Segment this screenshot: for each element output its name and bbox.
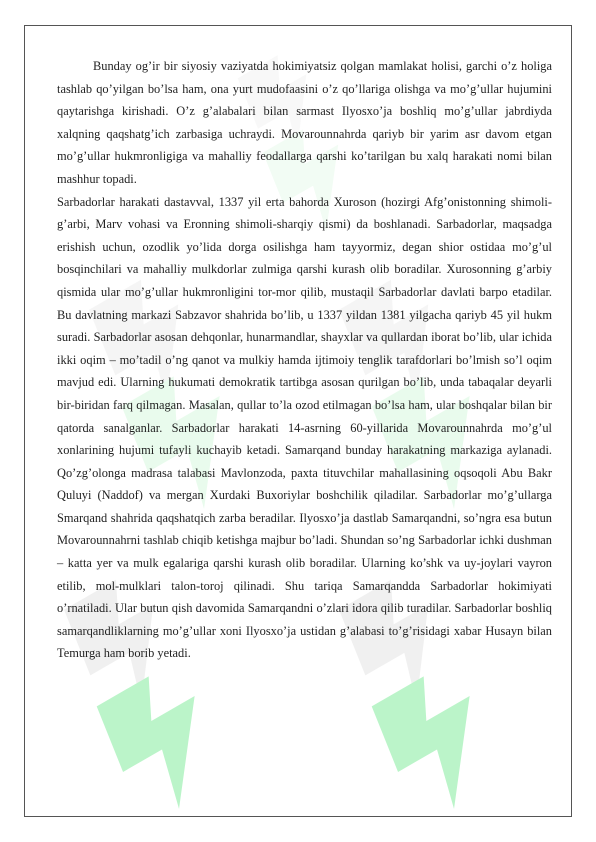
document-body	[57, 55, 552, 665]
paragraph: Sarbadorlar harakati dastavval, 1337 yil erta bahorda Xuroson (hozirgi Afg’onistonning shimoli-g’arbi, Marv vohasi va Eronning shimoli-sharqiy qismi) da boshlanadi. Sarbadorlar, maqsadga erishish uchun, ozodlik yo’lida dorga osilishga ham tayyormiz, degan shior ostidaa mo’g’ul bosqinchilari va mahalliy mulkdorlar zulmiga qarshi kurash olib boradilar. Xurosonning g’arbiy qismida ular mo’g’ullar hukmronligini tor-mor qilib, mustaqil Sarbadorlar davlati barpo etadilar. Bu davlatning markazi Sabzavor shahrida bo’lib, u 1337 yildan 1381 yilgacha qariyb 45 yil hukm suradi. Sarbadorlar asosan dehqonlar, hunarmandlar, shayxlar va qullardan iborat bo’lib, ular ichida ikki oqim – mo’tadil o’ng qanot va mulkiy hamda ijtimoiy tenglik tarafdorlari bo’lmish so’l oqim mavjud edi. Ularning hukumati demokratik tartibga asosan qurilgan bo’lib, unda tabaqalar deyarli bir-biridan farq qilmagan. Masalan, qullar to’la ozod etilmagan bo’lsa ham, ular boshqalar bilan bir qatorda sanalganlar. Sarbadorlar harakati 14-asrning 60-yillarida Movarounnahrda mo’g’ul xonlarining hujumi tufayli kuchayib ketadi. Samarqand bunday harakatning markaziga aylanadi. Qo’zg’olonga madrasa talabasi Mavlonzoda, paxta tituvchilar mahallasining oqsoqoli Abu Bakr Quluyi (Naddof) va mergan Xurdaki Buxoriylar boshchilik qiladilar. Sarbadorlar mo’g’ullarga Smarqand shahrida qaqshatqich zarba beradilar. Ilyosxo’ja dastlab Samarqandni, so’ngra esa butun Movarounnahrni tashlab chiqib ketishga majbur bo’ladi. Shundan so’ng Sarbadorlar ichki dushman – katta yer va mulk egalariga qarshi kurash olib boradilar. Ularning ko’shk va uy-joylari vayron etilib, mol-mulklari talon-toroj qilinadi. Shu tariqa Samarqandda Sarbadorlar hokimiyati o’rnatiladi. Ular butun qish davomida Samarqandni o’zlari idora qilib turadilar. Sarbadorlar boshliq samarqandliklarning mo’g’ullar xoni Ilyosxo’ja ustidan g’alabasi to’g’risidagi xabar Husayn bilan Temurga ham borib yetadi.	[57, 194, 552, 661]
paragraph: Bunday og’ir bir siyosiy vaziyatda hokimiyatsiz qolgan mamlakat holisi, garchi o’z holiga tashlab qo’yilgan bo’lsa ham, ona yurt mudofaasini o’z qo’llariga olishga va mo’g’ullar hujumini qaytarishga kirishadi. O’z g’alabalari bilan sarmast Ilyosxo’ja boshliq mo’g’ullar jabrdiyda xalqning qaqshatg’ich zarbasiga uchraydi. Movarounnahrda qariyb bir yarim asr davom etgan mo’g’ullar hukmronligiga va mahalliy feodallarga qarshi ko’tarilgan bu xalq harakati nomi bilan mashhur topadi.	[57, 59, 552, 186]
